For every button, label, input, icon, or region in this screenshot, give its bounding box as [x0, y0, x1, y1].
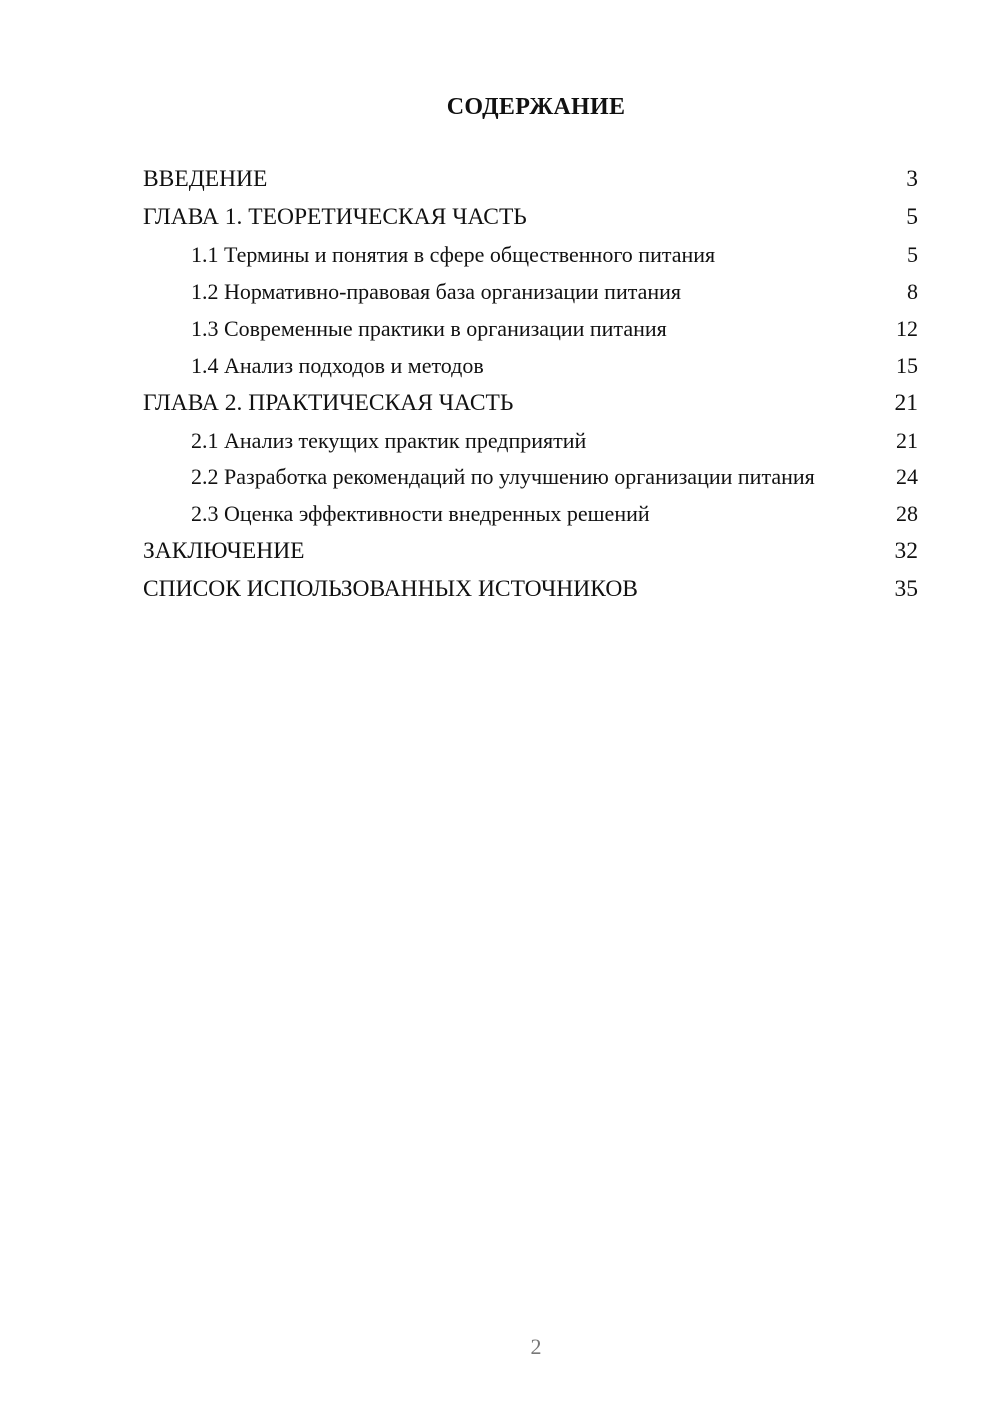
table-of-contents [143, 166, 918, 614]
toc-entry-page: 5 [907, 242, 918, 267]
toc-entry-text: 1.2 Нормативно-правовая база организации питания [191, 279, 682, 304]
page-number: 2 [530, 1334, 542, 1359]
toc-entry-section-2-1 [143, 428, 918, 454]
toc-entry-page: 3 [906, 166, 918, 192]
toc-entry-section-2-2 [143, 464, 918, 490]
toc-entry-chapter-2 [143, 390, 918, 417]
toc-entry-text: ГЛАВА 1. ТЕОРЕТИЧЕСКАЯ ЧАСТЬ [143, 204, 527, 230]
toc-entry-references [143, 576, 918, 603]
toc-entry-text: 1.3 Современные практики в организации питания [191, 316, 667, 341]
toc-entry-page: 12 [896, 316, 918, 341]
toc-entry-text: ГЛАВА 2. ПРАКТИЧЕСКАЯ ЧАСТЬ [143, 390, 514, 416]
toc-entry-page: 21 [896, 428, 918, 453]
toc-entry-page: 28 [896, 501, 918, 526]
toc-entry-text: 2.2 Разработка рекомендаций по улучшению организации питания [191, 464, 815, 489]
toc-entry-section-1-4 [143, 353, 918, 379]
toc-entry-page: 8 [907, 279, 918, 304]
toc-entry-text: ЗАКЛЮЧЕНИЕ [143, 538, 305, 564]
toc-entry-introduction [143, 166, 918, 193]
toc-entry-page: 32 [894, 538, 918, 564]
toc-entry-conclusion [143, 538, 918, 565]
toc-entry-page: 5 [906, 204, 918, 230]
toc-entry-section-1-2 [143, 279, 918, 305]
toc-entry-text: 1.4 Анализ подходов и методов [191, 353, 484, 378]
toc-entry-page: 21 [894, 390, 918, 416]
toc-entry-page: 24 [896, 464, 918, 489]
toc-entry-text: 2.3 Оценка эффективности внедренных решений [191, 501, 650, 526]
toc-entry-section-1-3 [143, 316, 918, 342]
toc-entry-page: 35 [894, 576, 918, 602]
page-title: СОДЕРЖАНИЕ [446, 94, 626, 120]
toc-entry-section-1-1 [143, 242, 918, 268]
toc-entry-chapter-1 [143, 204, 918, 231]
toc-entry-text: 1.1 Термины и понятия в сфере общественного питания [191, 242, 716, 267]
toc-entry-text: ВВЕДЕНИЕ [143, 166, 268, 192]
toc-entry-section-2-3 [143, 501, 918, 527]
toc-entry-page: 15 [896, 353, 918, 378]
toc-entry-text: СПИСОК ИСПОЛЬЗОВАННЫХ ИСТОЧНИКОВ [143, 576, 638, 602]
toc-entry-text: 2.1 Анализ текущих практик предприятий [191, 428, 587, 453]
